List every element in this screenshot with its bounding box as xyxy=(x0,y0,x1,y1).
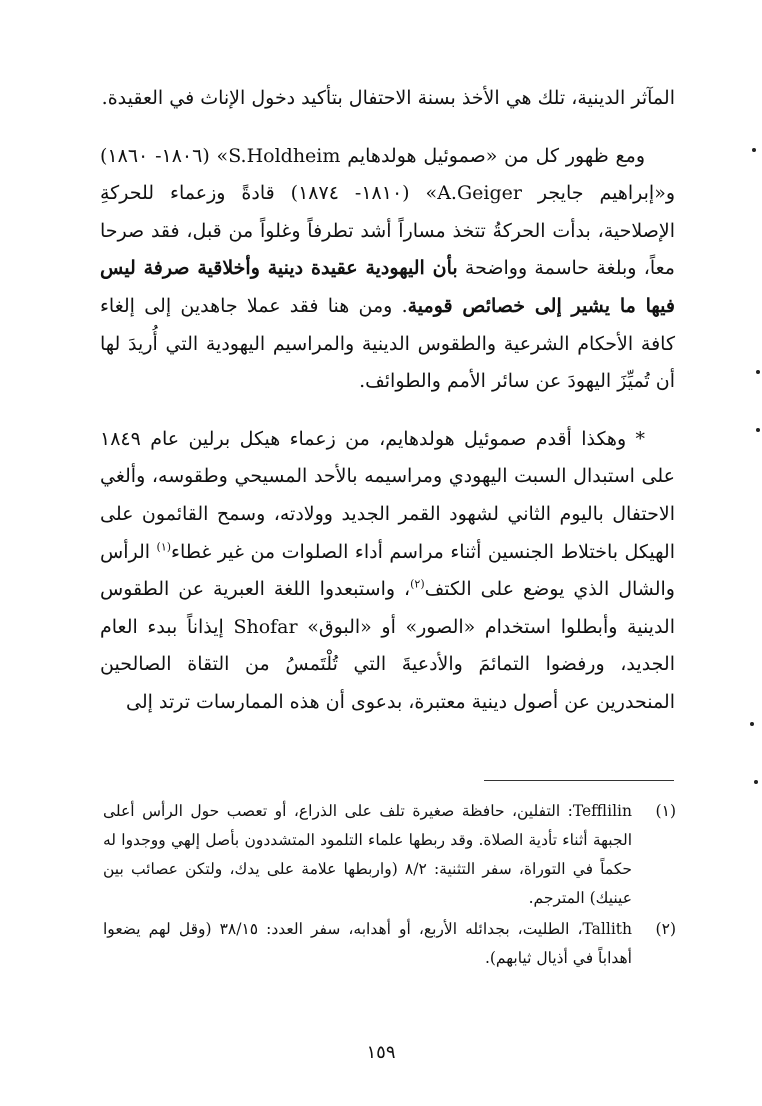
paragraph-2 xyxy=(100,138,675,401)
margin-dot xyxy=(756,428,760,432)
paragraph-1-text: المآثر الدينية، تلك هي الأخذ بسنة الاحتفال بتأكيد دخول الإناث في العقيدة. xyxy=(101,87,675,109)
paragraph-3 xyxy=(100,421,675,722)
margin-dot xyxy=(754,780,758,784)
footnotes xyxy=(103,797,676,975)
page-number: ١٥٩ xyxy=(366,1042,396,1063)
paragraph-2-text-a: ومع ظهور كل من «صموئيل هولدهايم S.Holdheim» (١٨٠٦- ١٨٦٠) و«إبراهيم جايجر A.Geiger» (١٨١٠- ١٨٧٤) قادةً وزعماء للحركةِ الإصلاحية، بدأت الحركةُ تتخذ مساراً أشد تطرفاً وغلواً من قبل، فقد صرحا معاً، وبلغة حاسمة وواضحة xyxy=(100,144,675,280)
paragraph-1 xyxy=(100,80,675,118)
footnote-ref-2[interactable]: (٢) xyxy=(410,577,425,591)
margin-dot xyxy=(750,722,754,726)
footnote-number: (٢) xyxy=(655,920,676,938)
paragraph-2-bold-text: بأن اليهودية عقيدة دينية وأخلاقية صرفة ليس فيها ما يشير إلى خصائص قومية xyxy=(100,257,675,317)
paragraph-2-text-b: . ومن هنا فقد عملا جاهدين إلى إلغاء كافة الأحكام الشرعية والطقوس الدينية والمراسيم اليهودية التي أُريدَ لها أن تُميِّزَ اليهودَ عن سائر الأمم والطوائف. xyxy=(100,294,675,393)
paragraph-3-text-a: * وهكذا أقدم صموئيل هولدهايم، من زعماء هيكل برلين عام ١٨٤٩ على استبدال السبت اليهودي ومراسيمه بالأحد المسيحي وطقوسه، وألغي الاحتفال باليوم الثاني لشهود القمر الجديد وولادته، وسمح القائمون على الهيكل باختلاط الجنسين أثناء مراسم أداء الصلوات من غير غطاء xyxy=(100,427,675,563)
footnote-separator xyxy=(484,780,674,781)
footnote-2 xyxy=(103,915,676,973)
paragraph-3-text-b: الرأس والشال الذي يوضع على الكتف xyxy=(100,540,675,601)
footnote-ref-1[interactable]: (١) xyxy=(156,540,172,554)
footnote-text: Tallith، الطليت، بجدائله الأربع، أو أهدابه، سفر العدد: ٣٨/١٥ (وقل لهم يضعوا أهداباً في أذيال ثيابهم). xyxy=(103,920,632,967)
main-text xyxy=(100,80,675,722)
paragraph-3-text-c: ، واستبعدوا اللغة العبرية عن الطقوس الدينية وأبطلوا استخدام «الصور» أو «البوق» Shofar إيذاناً ببدء العام الجديد، ورفضوا التمائمَ والأدعيةَ التي تُلْتَمسُ من التقاة الصالحين المنحدرين عن أصول دينية معتبرة، بدعوى أن هذه الممارسات ترتد إلى xyxy=(100,578,676,713)
margin-dot xyxy=(752,148,756,152)
footnote-number: (١) xyxy=(655,802,676,820)
margin-dot xyxy=(756,370,760,374)
footnote-1 xyxy=(103,797,676,913)
footnote-text: Tefflilin: التفلين، حافظة صغيرة تلف على الذراع، أو تعصب حول الرأس أعلى الجبهة أثناء تأدية الصلاة. وقد ربطها علماء التلمود المتشددون بأصل إلهي ووجدوا له حكماً في التوراة، سفر التثنية: ٨/٢ (واربطها علامة على يدك، ولتكن عصائب بين عينيك) المترجم. xyxy=(103,802,632,907)
